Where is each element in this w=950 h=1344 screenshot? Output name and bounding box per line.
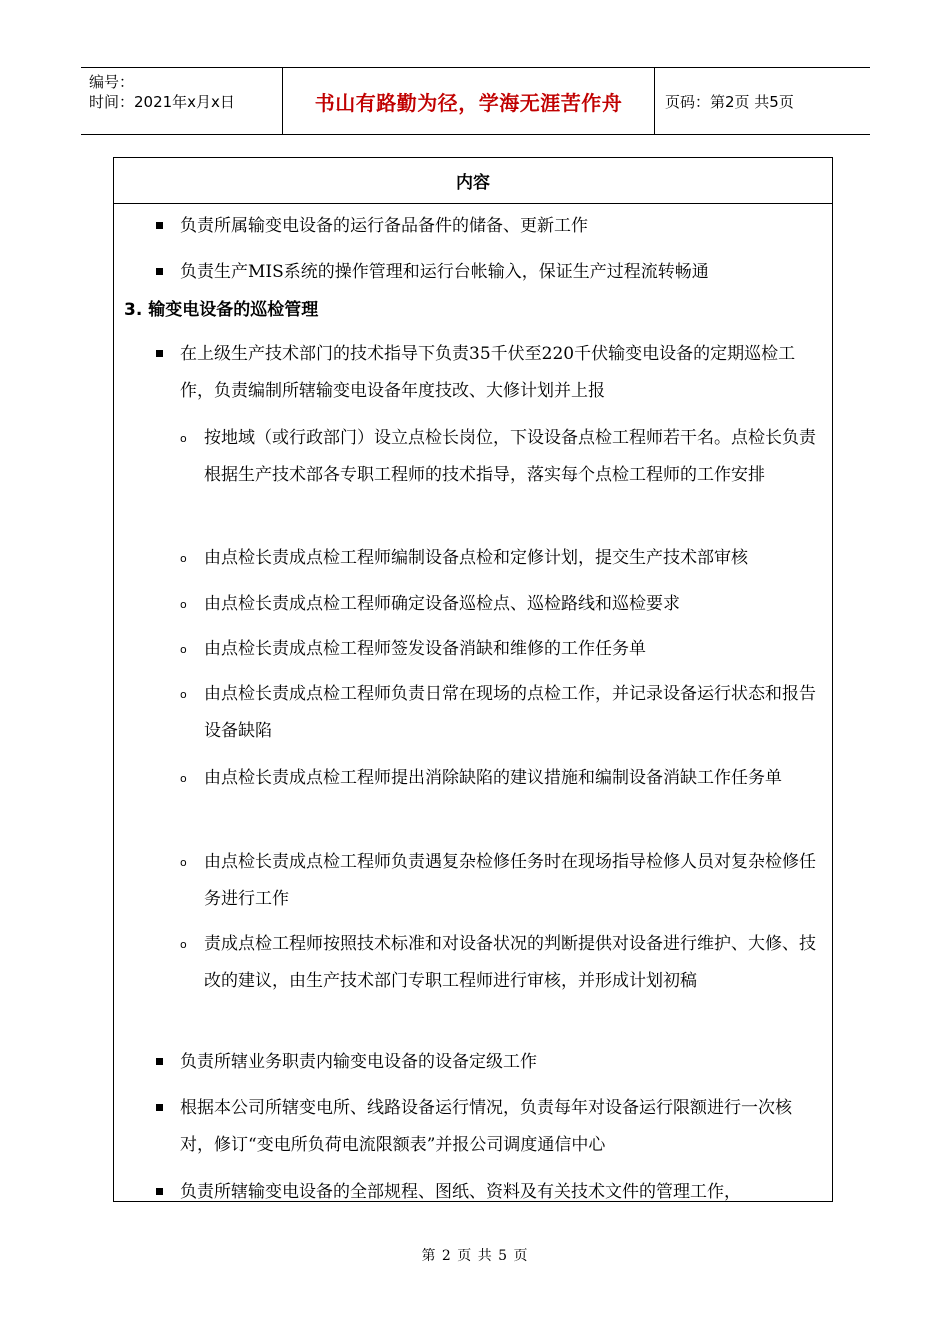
motto: 书山有路勤为径，学海无涯苦作舟 — [283, 68, 655, 134]
item-text: 根据本公司所辖变电所、线路设备运行情况，负责每年对设备运行限额进行一次核对，修订“变电所负荷电流限额表”并报公司调度通信中心 — [180, 1098, 792, 1155]
circle-bullet-icon: o — [180, 772, 187, 785]
circle-bullet-icon: o — [180, 688, 187, 701]
circle-bullet-icon: o — [180, 643, 187, 656]
square-bullet-icon — [156, 1188, 163, 1195]
item-text: 由点检长责成点检工程师编制设备点检和定修计划，提交生产技术部审核 — [204, 548, 748, 568]
sub-list-item — [180, 926, 820, 1000]
header-table — [81, 67, 870, 135]
item-text: 按地域（或行政部门）设立点检长岗位，下设设备点检工程师若干名。点检长负责根据生产技术部各专职工程师的技术指导，落实每个点检工程师的工作安排 — [204, 428, 816, 485]
sub-list-item — [180, 540, 820, 577]
square-bullet-icon — [156, 350, 163, 357]
sub-list-item — [180, 760, 820, 797]
square-bullet-icon — [156, 1058, 163, 1065]
content-title: 内容 — [114, 158, 832, 204]
page-footer: 第 2 页 共 5 页 — [421, 1248, 529, 1264]
list-item — [156, 1090, 818, 1164]
square-bullet-icon — [156, 1104, 163, 1111]
sub-list-item — [180, 631, 820, 668]
content-table — [113, 157, 833, 1202]
page-code: 页码：第2页 共5页 — [665, 92, 794, 111]
item-text: 在上级生产技术部门的技术指导下负责35千伏至220千伏输变电设备的定期巡检工作，负责编制所辖输变电设备年度技改、大修计划并上报 — [180, 344, 796, 401]
circle-bullet-icon: o — [180, 598, 187, 611]
circle-bullet-icon: o — [180, 856, 187, 869]
sub-list-item — [180, 676, 820, 750]
item-text: 由点检长责成点检工程师负责遇复杂检修任务时在现场指导检修人员对复杂检修任务进行工作 — [204, 852, 816, 909]
circle-bullet-icon: o — [180, 432, 187, 445]
item-text: 负责所辖业务职责内输变电设备的设备定级工作 — [180, 1052, 537, 1072]
header-meta — [81, 68, 283, 134]
list-item — [156, 1174, 818, 1202]
item-text: 由点检长责成点检工程师签发设备消缺和维修的工作任务单 — [204, 639, 646, 659]
sub-list-item — [180, 586, 820, 623]
item-text: 负责所属输变电设备的运行备品备件的储备、更新工作 — [180, 216, 588, 236]
list-item — [156, 208, 818, 245]
section-heading: 3. 输变电设备的巡检管理 — [124, 300, 319, 320]
circle-bullet-icon: o — [180, 552, 187, 565]
sub-list-item — [180, 420, 820, 494]
circle-bullet-icon: o — [180, 938, 187, 951]
item-text: 负责所辖输变电设备的全部规程、图纸、资料及有关技术文件的管理工作， — [180, 1182, 741, 1202]
list-item — [156, 254, 818, 291]
number-label: 编号： — [89, 73, 135, 91]
item-text: 由点检长责成点检工程师负责日常在现场的点检工作，并记录设备运行状态和报告设备缺陷 — [204, 684, 816, 741]
sub-list-item — [180, 844, 820, 918]
list-item — [156, 336, 818, 410]
item-text: 责成点检工程师按照技术标准和对设备状况的判断提供对设备进行维护、大修、技改的建议，由生产技术部门专职工程师进行审核，并形成计划初稿 — [204, 934, 816, 991]
time-label: 时间：2021年x月x日 — [89, 93, 235, 111]
square-bullet-icon — [156, 268, 163, 275]
item-text: 由点检长责成点检工程师提出消除缺陷的建议措施和编制设备消缺工作任务单 — [204, 768, 782, 788]
item-text: 由点检长责成点检工程师确定设备巡检点、巡检路线和巡检要求 — [204, 594, 680, 614]
item-text: 负责生产MIS系统的操作管理和运行台帐输入，保证生产过程流转畅通 — [180, 262, 709, 282]
square-bullet-icon — [156, 222, 163, 229]
list-item — [156, 1044, 818, 1081]
